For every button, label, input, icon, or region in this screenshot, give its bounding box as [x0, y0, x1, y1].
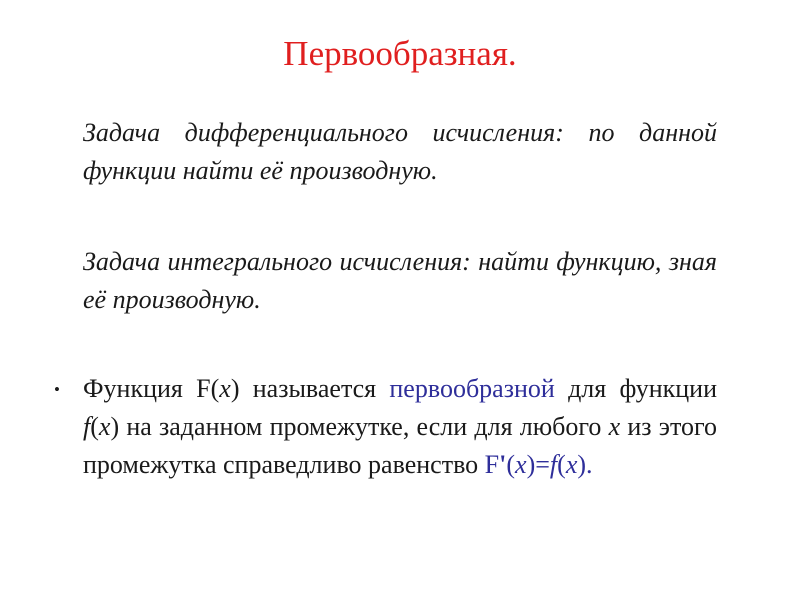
- eq-open: (: [506, 450, 516, 479]
- def-text-6: из этого промежутка справедливо равенство: [83, 412, 717, 479]
- def-var-x-3: x: [608, 412, 621, 441]
- bullet-dot-icon: •: [54, 380, 60, 399]
- def-var-x: x: [219, 374, 231, 403]
- paragraph-integral-task: Задача интегрального исчисления: найти функцию, зная её производную.: [83, 247, 717, 314]
- def-text-5: ) на заданном промежутке, если для любого: [110, 412, 609, 441]
- slide-title: Первообразная.: [283, 34, 517, 73]
- eq-f: f: [549, 450, 558, 479]
- paragraph-differential-task: Задача дифференциального исчисления: по данной функции найти её производную.: [83, 118, 717, 185]
- def-term-antiderivative: первообразной: [389, 374, 555, 403]
- def-text-3: для функции: [554, 374, 717, 403]
- def-var-x-2: x: [98, 412, 111, 441]
- def-func-f: f: [83, 412, 91, 441]
- equation: [485, 450, 593, 479]
- eq-x-2: x: [565, 450, 578, 479]
- def-text-4: (: [90, 412, 99, 441]
- def-text-1: Функция F(: [83, 374, 220, 403]
- eq-F: F: [484, 450, 500, 479]
- eq-mid: )=: [526, 450, 550, 479]
- eq-x-1: x: [515, 450, 527, 479]
- eq-open-2: (: [557, 450, 566, 479]
- eq-prime: ': [499, 450, 507, 479]
- def-text-2: ) называется: [230, 374, 390, 403]
- paragraph-definition: [83, 370, 717, 484]
- eq-close: ).: [577, 450, 593, 479]
